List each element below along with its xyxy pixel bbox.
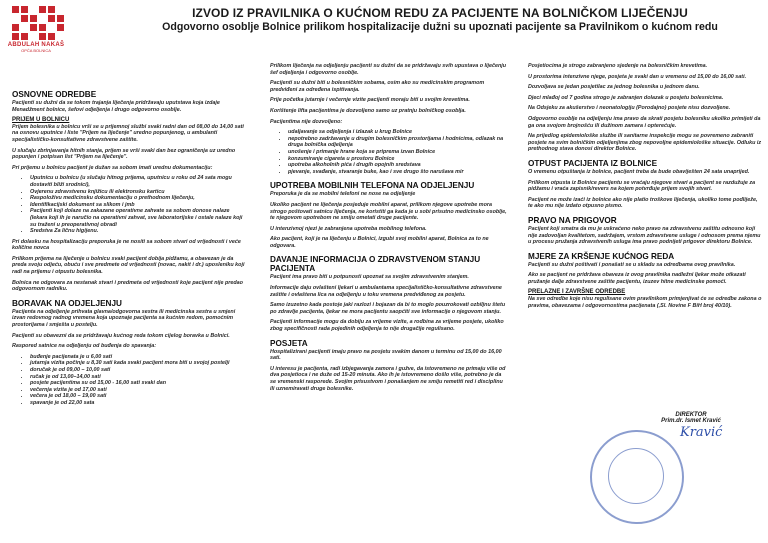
paragraph: Pacijentima nije dozvoljeno:: [270, 118, 343, 125]
paragraph: Prije početka jutarnje i večernje vizite pacijenti moraju biti u svojim krevetima.: [270, 97, 470, 104]
column-2: [270, 63, 508, 396]
subsection-heading: PRELAZNE I ZAVRŠNE ODREDBE: [528, 289, 626, 296]
section-heading: UPOTREBA MOBILNIH TELEFONA NA ODJELJENJU: [270, 181, 475, 191]
paragraph: Bolnica ne odgovara za nestanak stvari i predmeta od vrijednosti koje pacijent nije predao odgovornom radniku.: [12, 279, 243, 293]
paragraph: Informacije daju ovlašteni ljekari u ambulantama specijalističko-konsultativne zdravstvene zaštite i ovlaštena lica na odjeljenju u toku vremena predviđenog za posjetu.: [270, 285, 502, 298]
paragraph: U slučaju zbrinjavanja hitnih stanja, prijem se vrši svaki dan bez ograničenja uz uredno popunjen i potpisan list "Prijem na liječenje".: [12, 147, 236, 161]
column-1: [12, 84, 248, 411]
paragraph: Pacijenta na odjeljenje prihvata glavna/odgovorna sestra ili medicinska sestra u smjeni izvan redovnog radnog vremena koja upoznaje pacijenta sa kućnim redom, pomoćnim prostorijama i smješta u postelju.: [12, 308, 236, 329]
list-item: • ručak je od 13,00–14,00 sati: [30, 374, 248, 381]
paragraph: Prijem bolesnika u bolnicu vrši se u prijemnoj službi svaki radni dan od 08,00 do 14,00 sati na osnovu uputnice i liste "Prijem na liječenje" uredno popunjenog, u ambulanti specijalističko-konsultativne zdravstvene zaštite.: [12, 123, 244, 143]
paragraph: Preporuka je da se mobilni telefoni ne nose na odjeljenje: [270, 191, 416, 198]
paragraph: Pacijenti informacije mogu da dobiju za vrijeme vizite, a rodbina za vrijeme posjete, ukoliko zbog specifičnosti rada pojedinih odjeljenja to nije drugačije regulisano.: [270, 319, 504, 333]
list-item: • konzumiranje cigareta u prostoru Bolnice: [288, 156, 508, 163]
section-heading: MJERE ZA KRŠENJE KUĆNOG REDA: [528, 251, 675, 261]
paragraph: U prostorima intenzivne njege, posjeta je svaki dan u vremenu od 15,00 do 16,00 sati.: [528, 73, 747, 80]
section-heading: POSJETA: [270, 338, 308, 348]
logo-name: ABDULAH NAKAŠ: [7, 42, 65, 48]
paragraph: Pacijent ima pravo biti u potpunosti upoznat sa svojim zdravstvenim stanjem.: [270, 274, 469, 281]
section-heading: PRAVO NA PRIGOVOR: [528, 215, 617, 225]
document-title: IZVOD IZ PRAVILNIKA O KUĆNOM REDU ZA PACIJENTE NA BOLNIČKOM LIJEČENJU: [192, 6, 688, 20]
section-heading: DAVANJE INFORMACIJA O ZDRAVSTVENOM STANJU PACIJENTA: [270, 255, 481, 274]
paragraph: Prilikom prijema na liječenje u bolnicu svaki pacijent dobija pidžamu, a obavezan je da preda svoju odjeću, obuću i sve predmete od vrijednosti (novac, nakit i dr.) uposleniku koji radi na prijemu i otpustu bolesnika.: [12, 255, 245, 276]
documents-list: [12, 175, 248, 234]
stamp-inner-ring: [608, 448, 664, 504]
list-item: • Ovjerenu zdravstvenu knjižicu ili elektronsku karticu: [30, 189, 248, 196]
paragraph: Ako pacijent, koji je na liječenju u Bolnici, izgubi svoj mobilni aparat, Bolnica za to ne odgovara.: [270, 236, 489, 249]
list-item: • nepotrebno zadržavanje u drugim bolesničkim prostorijama i hodnicima, odlazak na druga bolnička odjeljenja: [288, 136, 508, 149]
signatory-name: Prim.dr. Ismet Kravić: [661, 418, 721, 424]
paragraph: U interesu je pacijenta, radi izbjegavanja zamora i gužve, da istovremeno ne primaju više od dva posjetioca i ne duže od 15-20 minuta. Ako ih je istovremeno došlo više, potrebno je da se vremenski rasporede. Svojim prisustvom i ponašanjem ne smiju remetiti red i disciplinu ili uznemiravati druge bolesnike.: [270, 365, 506, 392]
signatory-title: DIREKTOR: [675, 412, 707, 418]
paragraph: Odgovorno osoblje na odjeljenju ima pravo da skrati posjetu bolesniku ukoliko primijeti da ga ona svojom brojnošću ili dužinom zamara i opterećuje.: [528, 115, 761, 129]
list-item: • spavanje je od 22,00 sata: [30, 400, 248, 407]
list-item: • posjete pacijentima su od 15,00 - 16,00 sati svaki dan: [30, 380, 248, 387]
column-3: [528, 63, 762, 313]
list-item: • upotreba alkoholnih pića i drugih opojnih sredstava: [288, 162, 508, 169]
logo-mark: [12, 6, 66, 40]
list-item: • Identifikacijski dokument sa slikom i jmb: [30, 202, 248, 209]
paragraph: Prilikom otpusta iz Bolnice pacijentu se vraćaju njegove stvari a pacijent se razdužuje za pidžamu i vraća zapisnik/revers na kojem potvrđuje prijem svojih stvari.: [528, 179, 756, 193]
list-item: • doručak je od 09,00 – 10,00 sati: [30, 367, 248, 374]
list-item: • Raspoloživu medicinsku dokumentaciju o prethodnom liječenju,: [30, 195, 248, 202]
paragraph: Pacijenti su dužni da se tokom trajanja liječenja pridržavaju uputstava koja izdaje Menadžment bolnice, šefovi odjeljenja i drugo odgovorno osoblje.: [12, 100, 220, 113]
schedule-list: [12, 354, 248, 407]
paragraph: Posjetiocima je strogo zabranjeno sjedenje na bolesničkim krevetima.: [528, 63, 708, 69]
document-subtitle: Odgovorno osoblje Bolnice prilikom hospitalizacije dužni su upoznati pacijente sa Pravilnikom o kućnom redu: [162, 21, 718, 33]
paragraph: Na sve odredbe koje nisu regulisane ovim pravilnikom primjenjivat će se odredbe zakona o pravima, obavezama i odgovornostima pacijenata (,Sl. Novine F BiH broj 40/10).: [528, 296, 762, 309]
forbidden-list: [270, 129, 508, 175]
paragraph: O vremenu otpuštanja iz bolnice, pacijent treba da bude obaviješten 24 sata unaprijed.: [528, 168, 750, 175]
paragraph: Pacijenti su dužni poštivati i ponašati se u skladu sa odredbama ovog pravilnika.: [528, 261, 736, 268]
paragraph: Hospitalizirani pacijenti imaju pravo na posjetu svakim danom u terminu od 15,00 do 16,00 sati.: [270, 348, 502, 362]
paragraph: Pacijent koji smatra da mu je uskraćeno neko pravo na zdravstvenu zaštitu odnosno koji nije zadovoljan kvalitetom, sadržajem, vrstom zdravstvene usluge i odnosom prema njemu u procesu pružanja zdravstvenih usluga ima pravo podnijeti prigovor direktoru Bolnice.: [528, 225, 761, 246]
paragraph: Raspored satnice na odjeljenju od buđenja do spavanja:: [12, 343, 157, 350]
list-item: • udaljavanje sa odjeljenja i izlazak u krug Bolnice: [288, 129, 508, 136]
list-item: • Pacijenti koji dolaze na zakazane operativne zahvate sa sobom donose nalaze (lekara koji ih je naručio na operativni zahvat, sve laboratorijske i ostale nalaze koji su traženi u preoperativnoj obradi: [30, 208, 248, 228]
paragraph: Pacijenti su obavezni da se pridržavaju kućnog reda tokom cijelog boravka u Bolnici.: [12, 332, 230, 339]
list-item: • buđenje pacijenata je u 6,00 sati: [30, 354, 248, 361]
paragraph: Djeci mlađoj od 7 godina strogo je zabranjen dolazak u posjetu bolesnicima.: [528, 94, 724, 101]
paragraph: Na prijedlog epidemiološke službe ili sanitarne inspekcije mogu se povremeno zabraniti posjete na svim bolničkim odjeljenjima zbog nepovoljne epidemiološke situacije. Odluku iz prethodnog stava donosi direktor Bolnice.: [528, 133, 762, 153]
signature-block: [636, 412, 746, 424]
list-item: • Sredstva Za ličnu higijenu.: [30, 228, 248, 235]
hospital-logo: [6, 6, 66, 64]
list-item: • unošenje i primanje hrane koja se pripremа izvan Bolnice: [288, 149, 508, 156]
paragraph: U intenzivnoj njezi je zabranjena upotreba mobilnog telefona.: [270, 225, 427, 232]
paragraph: Korištenje lifta pacijentima je dozvoljeno samo uz pratnju bolničkog osoblja.: [270, 107, 466, 114]
subsection-heading: PRIJEM U BOLNICU: [12, 117, 70, 124]
paragraph: Pacijenti su dužni biti u bolesničkim sobama, osim ako su medicinskim programom predviđeni za određena ispitivanja.: [270, 80, 485, 93]
list-item: • Uputnicu u bolnicu (u slučaju hitnog prijema, uputnicu u roku od 24 sata mogu dostaviti bliži srodnici),: [30, 175, 248, 188]
paragraph: Samo izuzetno kada postoje jaki razlozi i bojazan da bi to moglo pouzrokovati ozbiljnu štetu po zdravlje pacijenta, ljekar ne mora pacijentu saopćiti sve informacije o njegovom stanju.: [270, 302, 506, 315]
paragraph: Pri dolasku na hospitalizaciju preporuka je ne nositi sa sobom stvari od vrijednosti i veće količine novca: [12, 238, 241, 252]
handwritten-signature: Kravić: [680, 425, 723, 440]
section-heading: OSNOVNE ODREDBE: [12, 90, 97, 99]
list-item: • pjevanje, svađanje, stvaranje buke, kao i sve drugo što narušava mir: [288, 169, 508, 176]
list-item: • večera je od 18,00 – 19,00 sati: [30, 393, 248, 400]
section-heading: OTPUST PACIJENTA IZ BOLNICE: [528, 158, 658, 168]
paragraph: Na Odsjeku za akušerstvo i neonatologiju (Porodajno) posjete nisu dozvoljene.: [528, 105, 731, 112]
logo-subtitle: OPĆA BOLNICA: [21, 48, 51, 53]
list-item: • jutarnja vizita počinje u 8,30 sati kada svaki pacijent mora biti u svojoj postelji: [30, 360, 248, 367]
paragraph: Prilikom liječenja na odjeljenju pacijenti su dužni da se pridržavaju svih upustava o liječenju šef odjeljenja i odgovorno osoblje.: [270, 63, 507, 76]
paragraph: Ukoliko pacijent ne liječenja posjeduje mobilni aparat, prilikom njegove upotrebe mora strogo poštovati satnicu liječenja, ne koristiti ga kada je u sobi prisutno medicinsko osoblje, te njegovom upotrebom ne smiju ometati druge pacijente.: [270, 201, 507, 222]
paragraph: Ako se pacijent ne pridržava obaveza iz ovog pravilnika nadležni ljekar može otkazati pružanje dalje zdravstvene zaštite pacijentu, izuzev hitne medicinske pomoći.: [528, 272, 746, 285]
paragraph: Pacijent ne može izaći iz bolnice ako nije platio troškove liječenja, ukoliko tome podliježe, te ako mu nije izdato otpusno pismo.: [528, 196, 758, 210]
official-stamp: [590, 430, 684, 524]
paragraph: Pri prijemu u bolnicu pacijent je dužan sa sobom imati urednu dokumentaciju:: [12, 164, 213, 171]
section-heading: BORAVAK NA ODJELJENJU: [12, 298, 122, 308]
paragraph: Dozvoljava se jedan posjetilac za jednog bolesnika u jednom danu.: [528, 84, 700, 91]
list-item: • večernja vizita je od 17,00 sati: [30, 387, 248, 394]
